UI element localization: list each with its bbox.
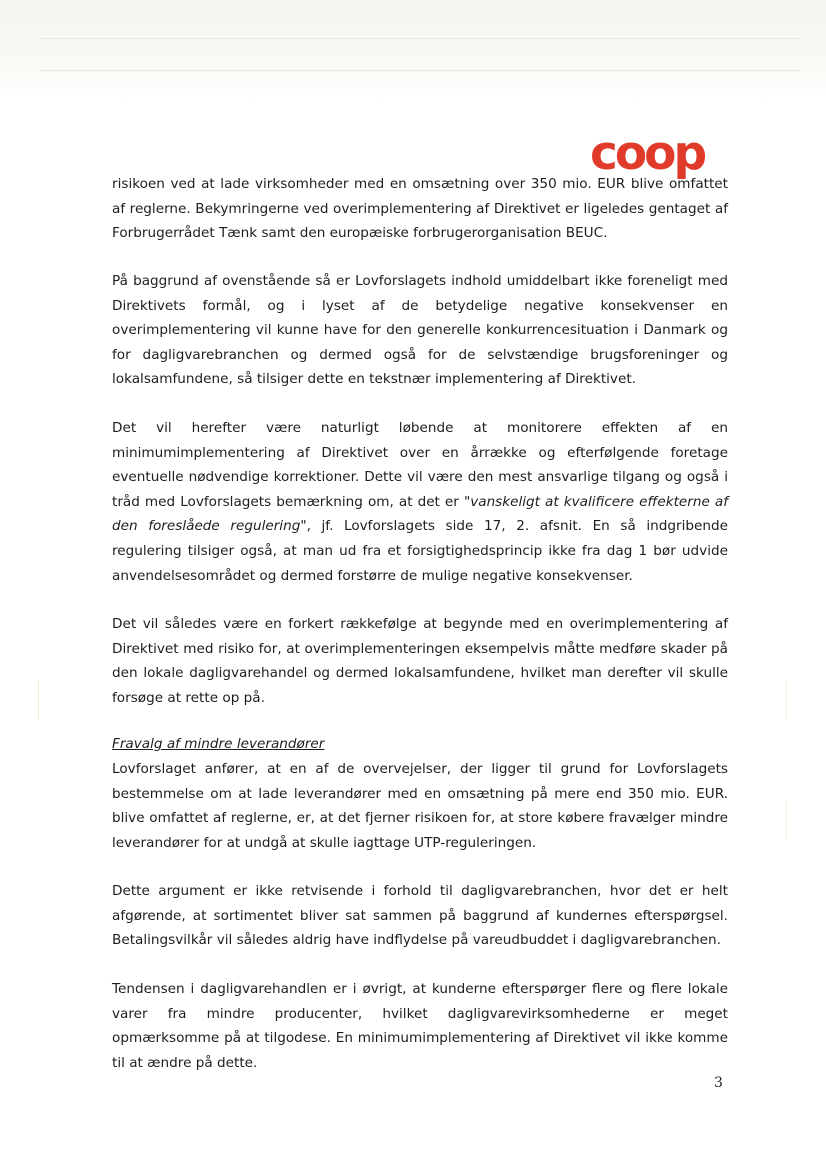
section-heading: Fravalg af mindre leverandører <box>112 736 325 752</box>
scan-artifact-header <box>0 0 826 100</box>
scan-artifact-mark <box>786 800 787 840</box>
paragraph: risikoen ved at lade virksomheder med en omsætning over 350 mio. EUR blive omfattet af reglerne. Bekymringerne ved overimplementering af Direktivet er ligeledes gentaget af Forbrugerrådet Tænk samt den europæiske forbrugerorganisation BEUC. <box>112 176 728 242</box>
paragraph: På baggrund af ovenstående så er Lovforslagets indhold umiddelbart ikke foreneligt med Direktivets formål, og i lyset af de betydelige negative konsekvenser en overimplementering vil kunne have for den generelle konkurrencesituation i Danmark og for dagligvarebranchen og dermed også for de selvstændige brugsforeninger og lokalsamfundene, så tilsiger dette en tekstnær implementering af Direktivet. <box>112 273 728 388</box>
page-number: 3 <box>714 1075 723 1091</box>
scan-artifact-line <box>40 70 800 71</box>
scan-artifact-mark <box>38 680 39 720</box>
paragraph <box>112 416 728 588</box>
quoted-text: "vanskeligt at kvalificere effekterne af den foreslåede regulering" <box>112 493 728 535</box>
scan-artifact-mark <box>786 680 787 720</box>
paragraph: Det vil således være en forkert rækkefølge at begynde med en overimplementering af Direktivet med risiko for, at overimplementeringen eksempelvis måtte medføre skader på den lokale dagligvarehandel og dermed lokalsamfundene, hvilket man derefter vil skulle forsøge at rette op på. <box>112 616 728 706</box>
paragraph: Lovforslaget anfører, at en af de overvejelser, der ligger til grund for Lovforslagets bestemmelse om at lade leverandører med en omsætning på mere end 350 mio. EUR. blive omfattet af reglerne, er, at det fjerner risikoen for, at store købere fravælger mindre leverandører for at undgå at skulle iagttage UTP-reguleringen. <box>112 761 728 851</box>
paragraph: Dette argument er ikke retvisende i forhold til dagligvarebranchen, hvor det er helt afgørende, at sortimentet bliver sat sammen på baggrund af kundernes efterspørgsel. Betalingsvilkår vil således aldrig have indflydelse på vareudbuddet i dagligvarebranchen. <box>112 883 728 949</box>
coop-logo: coop <box>590 126 705 181</box>
scan-artifact-line <box>40 38 800 39</box>
paragraph: Tendensen i dagligvarehandlen er i øvrigt, at kunderne efterspørger flere og flere lokale varer fra mindre producenter, hvilket dagligvarevirksomhederne er meget opmærksomme på at tilgodese. En minimumimplementering af Direktivet vil ikke komme til at ændre på dette. <box>112 981 728 1071</box>
paragraph-text: , jf. Lovforslagets side 17, 2. afsnit. En så indgribende regulering tilsiger også, at man ud fra et forsigtighedsprincip ikke fra dag 1 bør udvide anvendelsesområdet og dermed forstørre de mulige negative konsekvenser. <box>112 518 728 584</box>
paragraph-text: Det vil herefter være naturligt løbende at monitorere effekten af en minimumimplementering af Direktivet over en årrække og efterfølgende foretage eventuelle nødvendige korrektioner. Dette vil være den mest ansvarlige tilgang og også i tråd med Lovforslagets bemærkning om, at det er <box>112 420 728 510</box>
